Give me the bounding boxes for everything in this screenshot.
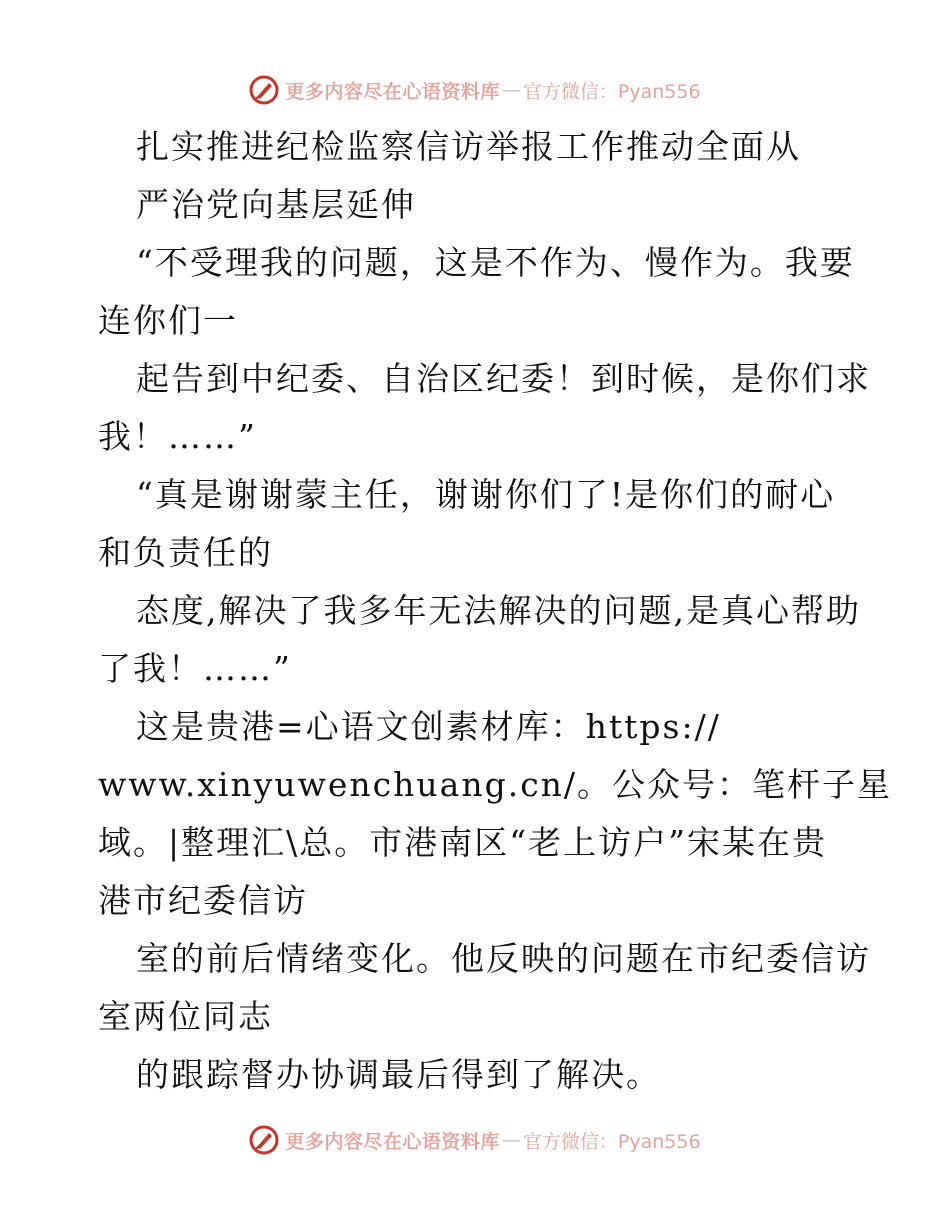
document-body — [98, 118, 893, 1104]
watermark-text: 更多内容尽在心语资料库 — [285, 80, 500, 103]
watermark-separator: — — [501, 79, 521, 101]
document-line: 态度,解决了我多年无法解决的问题,是真心帮助 — [136, 591, 861, 630]
watermark-separator: — — [501, 1129, 521, 1151]
watermark-account: 官方微信：Pyan556 — [522, 1130, 701, 1153]
document-line: 港市纪委信访 — [98, 881, 308, 920]
footer-watermark — [0, 1120, 950, 1160]
document-line: 扎实推进纪检监察信访举报工作推动全面从 — [136, 127, 801, 166]
document-line: 了我！……” — [98, 649, 292, 688]
document-line: www.xinyuwenchuang.cn/。公众号：笔杆子星 — [98, 765, 893, 804]
header-watermark — [0, 70, 950, 110]
document-line: 这是贵港=心语文创素材库：https:// — [136, 707, 721, 746]
document-line: “真是谢谢蒙主任，谢谢你们了!是你们的耐心 — [136, 475, 836, 514]
document-line: “不受理我的问题，这是不作为、慢作为。我要 — [136, 243, 855, 282]
document-line: 室的前后情绪变化。他反映的问题在市纪委信访 — [136, 939, 871, 978]
document-line: 连你们一 — [98, 301, 238, 340]
document-line: 我！……” — [98, 417, 257, 456]
document-line: 的跟踪督办协调最后得到了解决。 — [136, 1055, 661, 1094]
document-line: 和负责任的 — [98, 533, 273, 572]
feather-pen-logo-icon — [249, 1125, 279, 1155]
watermark-text: 更多内容尽在心语资料库 — [285, 1130, 500, 1153]
document-line: 域。|整理汇\总。市港南区“老上访户”宋某在贵 — [98, 823, 827, 862]
watermark-account: 官方微信：Pyan556 — [522, 80, 701, 103]
document-line: 室两位同志 — [98, 997, 273, 1036]
feather-pen-logo-icon — [249, 75, 279, 105]
document-line: 起告到中纪委、自治区纪委！到时候，是你们求 — [136, 359, 871, 398]
document-line: 严治党向基层延伸 — [136, 185, 416, 224]
